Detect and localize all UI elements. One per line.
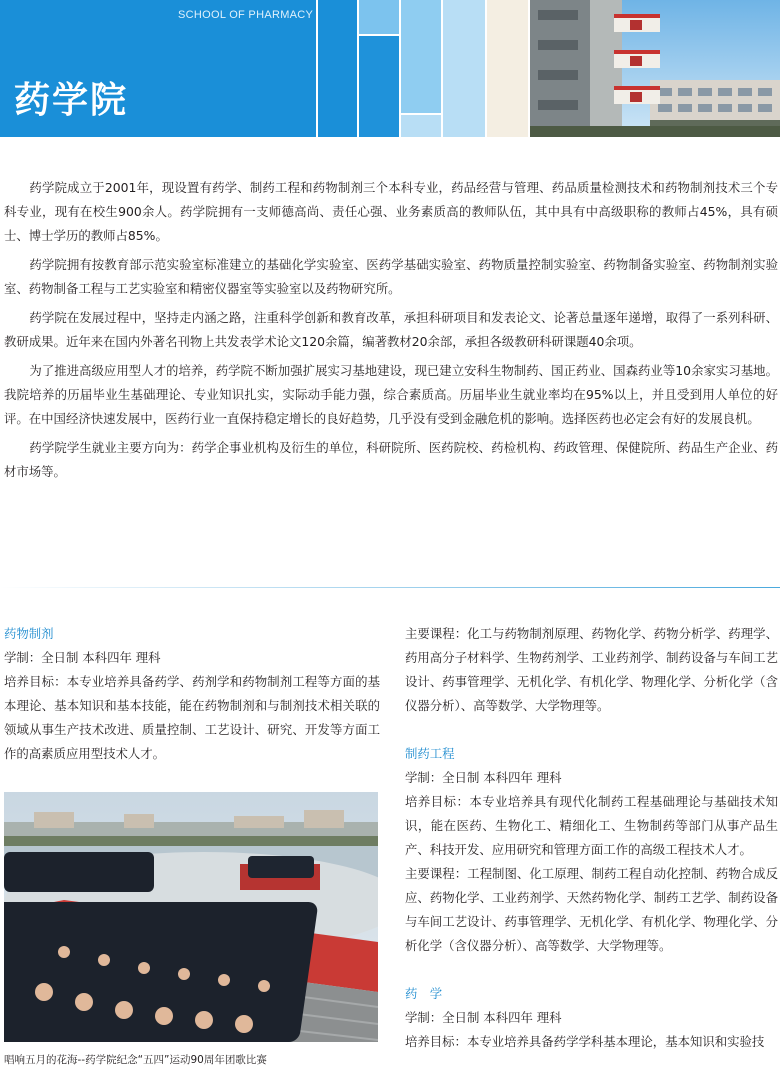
major-system: 学制：全日制 本科四年 理科 (405, 770, 562, 785)
header-tile (359, 36, 399, 137)
page-header (0, 0, 780, 137)
intro-paragraph: 药学院拥有按教育部示范实验室标准建立的基础化学实验室、医药学基础实验室、药物质量控制实验室、药物制备实验室、药物制剂实验室、药物制备工程与工艺实验室和精密仪器室等实验室以及药物研究所。 (4, 257, 778, 296)
major-goal: 培养目标：本专业培养具备药学、药剂学和药物制剂工程等方面的基本理论、基本知识和基本技能，能在药物制剂和与制剂技术相关联的领域从事生产技术改进、质量控制、工艺设计、研究、开发等方面工作的高素质应用型技术人才。 (4, 674, 380, 761)
intro-paragraph: 药学院在发展过程中，坚持走内涵之路，注重科学创新和教育改革，承担科研项目和发表论文、论著总量逐年递增，取得了一系列科研、教研成果。近年来在国内外著名刊物上共发表学术论文120余篇，编著教材20余部，承担各级教研科研课题40余项。 (4, 310, 778, 349)
intro-paragraph: 为了推进高级应用型人才的培养，药学院不断加强扩展实习基地建设，现已建立安科生物制药、国正药业、国森药业等10余家实习基地。我院培养的历届毕业生基础理论、专业知识扎实，实际动手能力强，综合素质高。历届毕业生就业率均在95%以上，并且受到用人单位的好评。在中国经济快速发展中，医药行业一直保持稳定增长的良好趋势，几乎没有受到金融危机的影响。选择医药也必定会有好的发展良机。 (4, 363, 778, 426)
intro-paragraph: 药学院成立于2001年，现设置有药学、制药工程和药物制剂三个本科专业，药品经营与管理、药品质量检测技术和药物制剂技术三个专科专业，现有在校生900余人。药学院拥有一支师德高尚、责任心强、业务素质高的教师队伍，其中具有中高级职称的教师占45%，具有硕士、博士学历的教师占85%。 (4, 180, 778, 243)
major-title-pharmacy: 药 学 (405, 986, 443, 1001)
header-tile (401, 0, 441, 113)
major-courses: 主要课程：工程制图、化工原理、制药工程自动化控制、药物合成反应、药物化学、工业药剂学、天然药物化学、制药工艺学、制药设备与车间工艺设计、药事管理学、无机化学、有机化学、物理化学、分析化学（含仪器分析）、高等数学、大学物理等。 (405, 866, 778, 953)
major-title-pharmaceutics: 药物制剂 (4, 626, 54, 641)
major-courses: 主要课程：化工与药物制剂原理、药物化学、药物分析学、药理学、药用高分子材料学、生物药剂学、工业药剂学、制药设备与车间工艺设计、药事管理学、无机化学、有机化学、物理化学、分析化学（含仪器分析）、高等数学、大学物理等。 (405, 626, 778, 713)
header-tile (359, 0, 399, 34)
photo-caption: 唱响五月的花海--药学院纪念“五四”运动90周年团歌比赛 (4, 1054, 267, 1066)
major-title-pharmaceutical-engineering: 制药工程 (405, 746, 455, 761)
intro-paragraph: 药学院学生就业主要方向为：药学企事业机构及衍生的单位，科研院所、医药院校、药检机构、药政管理、保健院所、药品生产企业、药材市场等。 (4, 440, 778, 479)
major-goal: 培养目标：本专业培养具备药学学科基本理论，基本知识和实验技 (405, 1034, 765, 1049)
major-system: 学制：全日制 本科四年 理科 (4, 650, 161, 665)
header-tile (487, 0, 528, 137)
header-tile (318, 0, 357, 137)
building-photo (530, 0, 780, 137)
left-column (4, 622, 380, 766)
school-english-name: SCHOOL OF PHARMACY (178, 9, 314, 21)
section-divider (0, 587, 780, 588)
page-title: 药学院 (14, 80, 129, 121)
header-tile (401, 115, 441, 137)
major-goal: 培养目标：本专业培养具有现代化制药工程基础理论与基础技术知识，能在医药、生物化工、精细化工、生物制药等部门从事产品生产、科技开发、应用研究和管理方面工作的高级工程技术人才。 (405, 794, 778, 857)
major-system: 学制：全日制 本科四年 理科 (405, 1010, 562, 1025)
right-column (405, 622, 778, 1054)
header-title-block (0, 0, 316, 137)
song-contest-photo (4, 792, 378, 1042)
intro-text (4, 176, 778, 489)
header-tile (443, 0, 485, 137)
